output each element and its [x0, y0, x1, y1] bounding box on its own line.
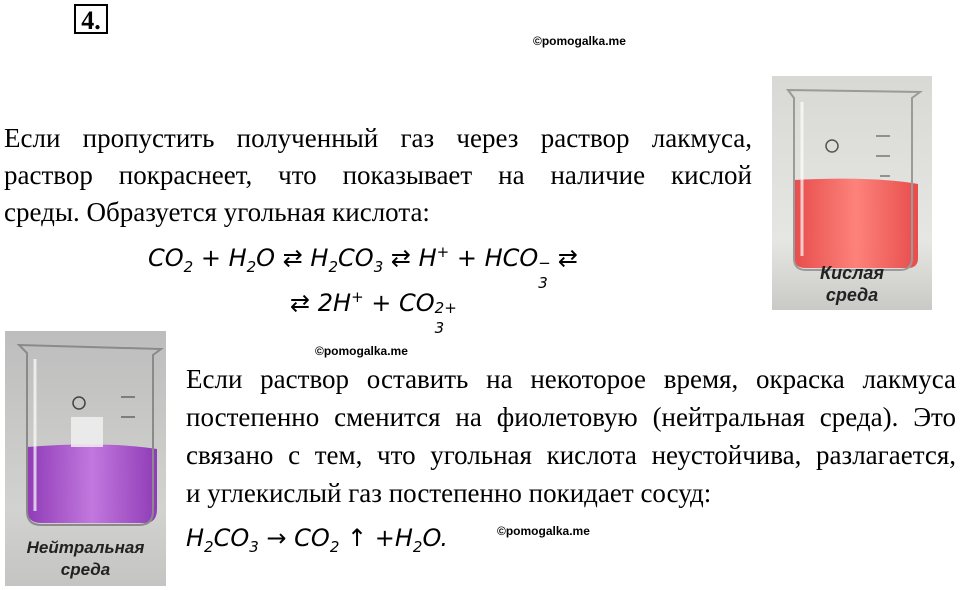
photo-acidic-beaker: [772, 76, 932, 310]
text-line: и углекислый газ постепенно покидает сосуд:: [186, 478, 712, 508]
text-line: Если пропустить полученный газ через раствор лакмуса,: [4, 123, 752, 153]
text-line: Если раствор оставить на некоторое время, окраска лакмуса: [186, 364, 956, 394]
photo-neutral-beaker: [5, 331, 166, 586]
caption-acidic: Кислая среда: [820, 263, 884, 305]
text-line: среды. Образуется угольная кислота:: [4, 197, 430, 227]
paragraph-acid: [4, 120, 752, 231]
watermark: ©pomogalka.me: [315, 344, 408, 358]
equation-decomposition: $H_2CO_3 \to CO_2$ ↑ $+H_2O$.: [186, 524, 448, 556]
task-number: 4.: [74, 4, 108, 34]
text-line: постепенно сменится на фиолетовую (нейтральная среда). Это: [186, 402, 956, 432]
text-line: связано с тем, что угольная кислота неустойчива, разлагается,: [186, 440, 956, 470]
equation-carbonic-acid-line1: $CO_2 + H_2O$ ⇄ $H_2CO_3$ ⇄ H+ + HCO − 3 ⇄: [148, 243, 579, 292]
text-line: раствор покраснеет, что показывает на наличие кислой: [4, 160, 752, 190]
paragraph-neutral: [186, 360, 956, 512]
watermark: ©pomogalka.me: [533, 34, 626, 48]
caption-neutral: Нейтральная среда: [26, 538, 145, 579]
watermark: ©pomogalka.me: [497, 524, 590, 538]
equation-carbonic-acid-line2: ⇄ 2H+ + CO 2+ 3: [290, 288, 457, 337]
